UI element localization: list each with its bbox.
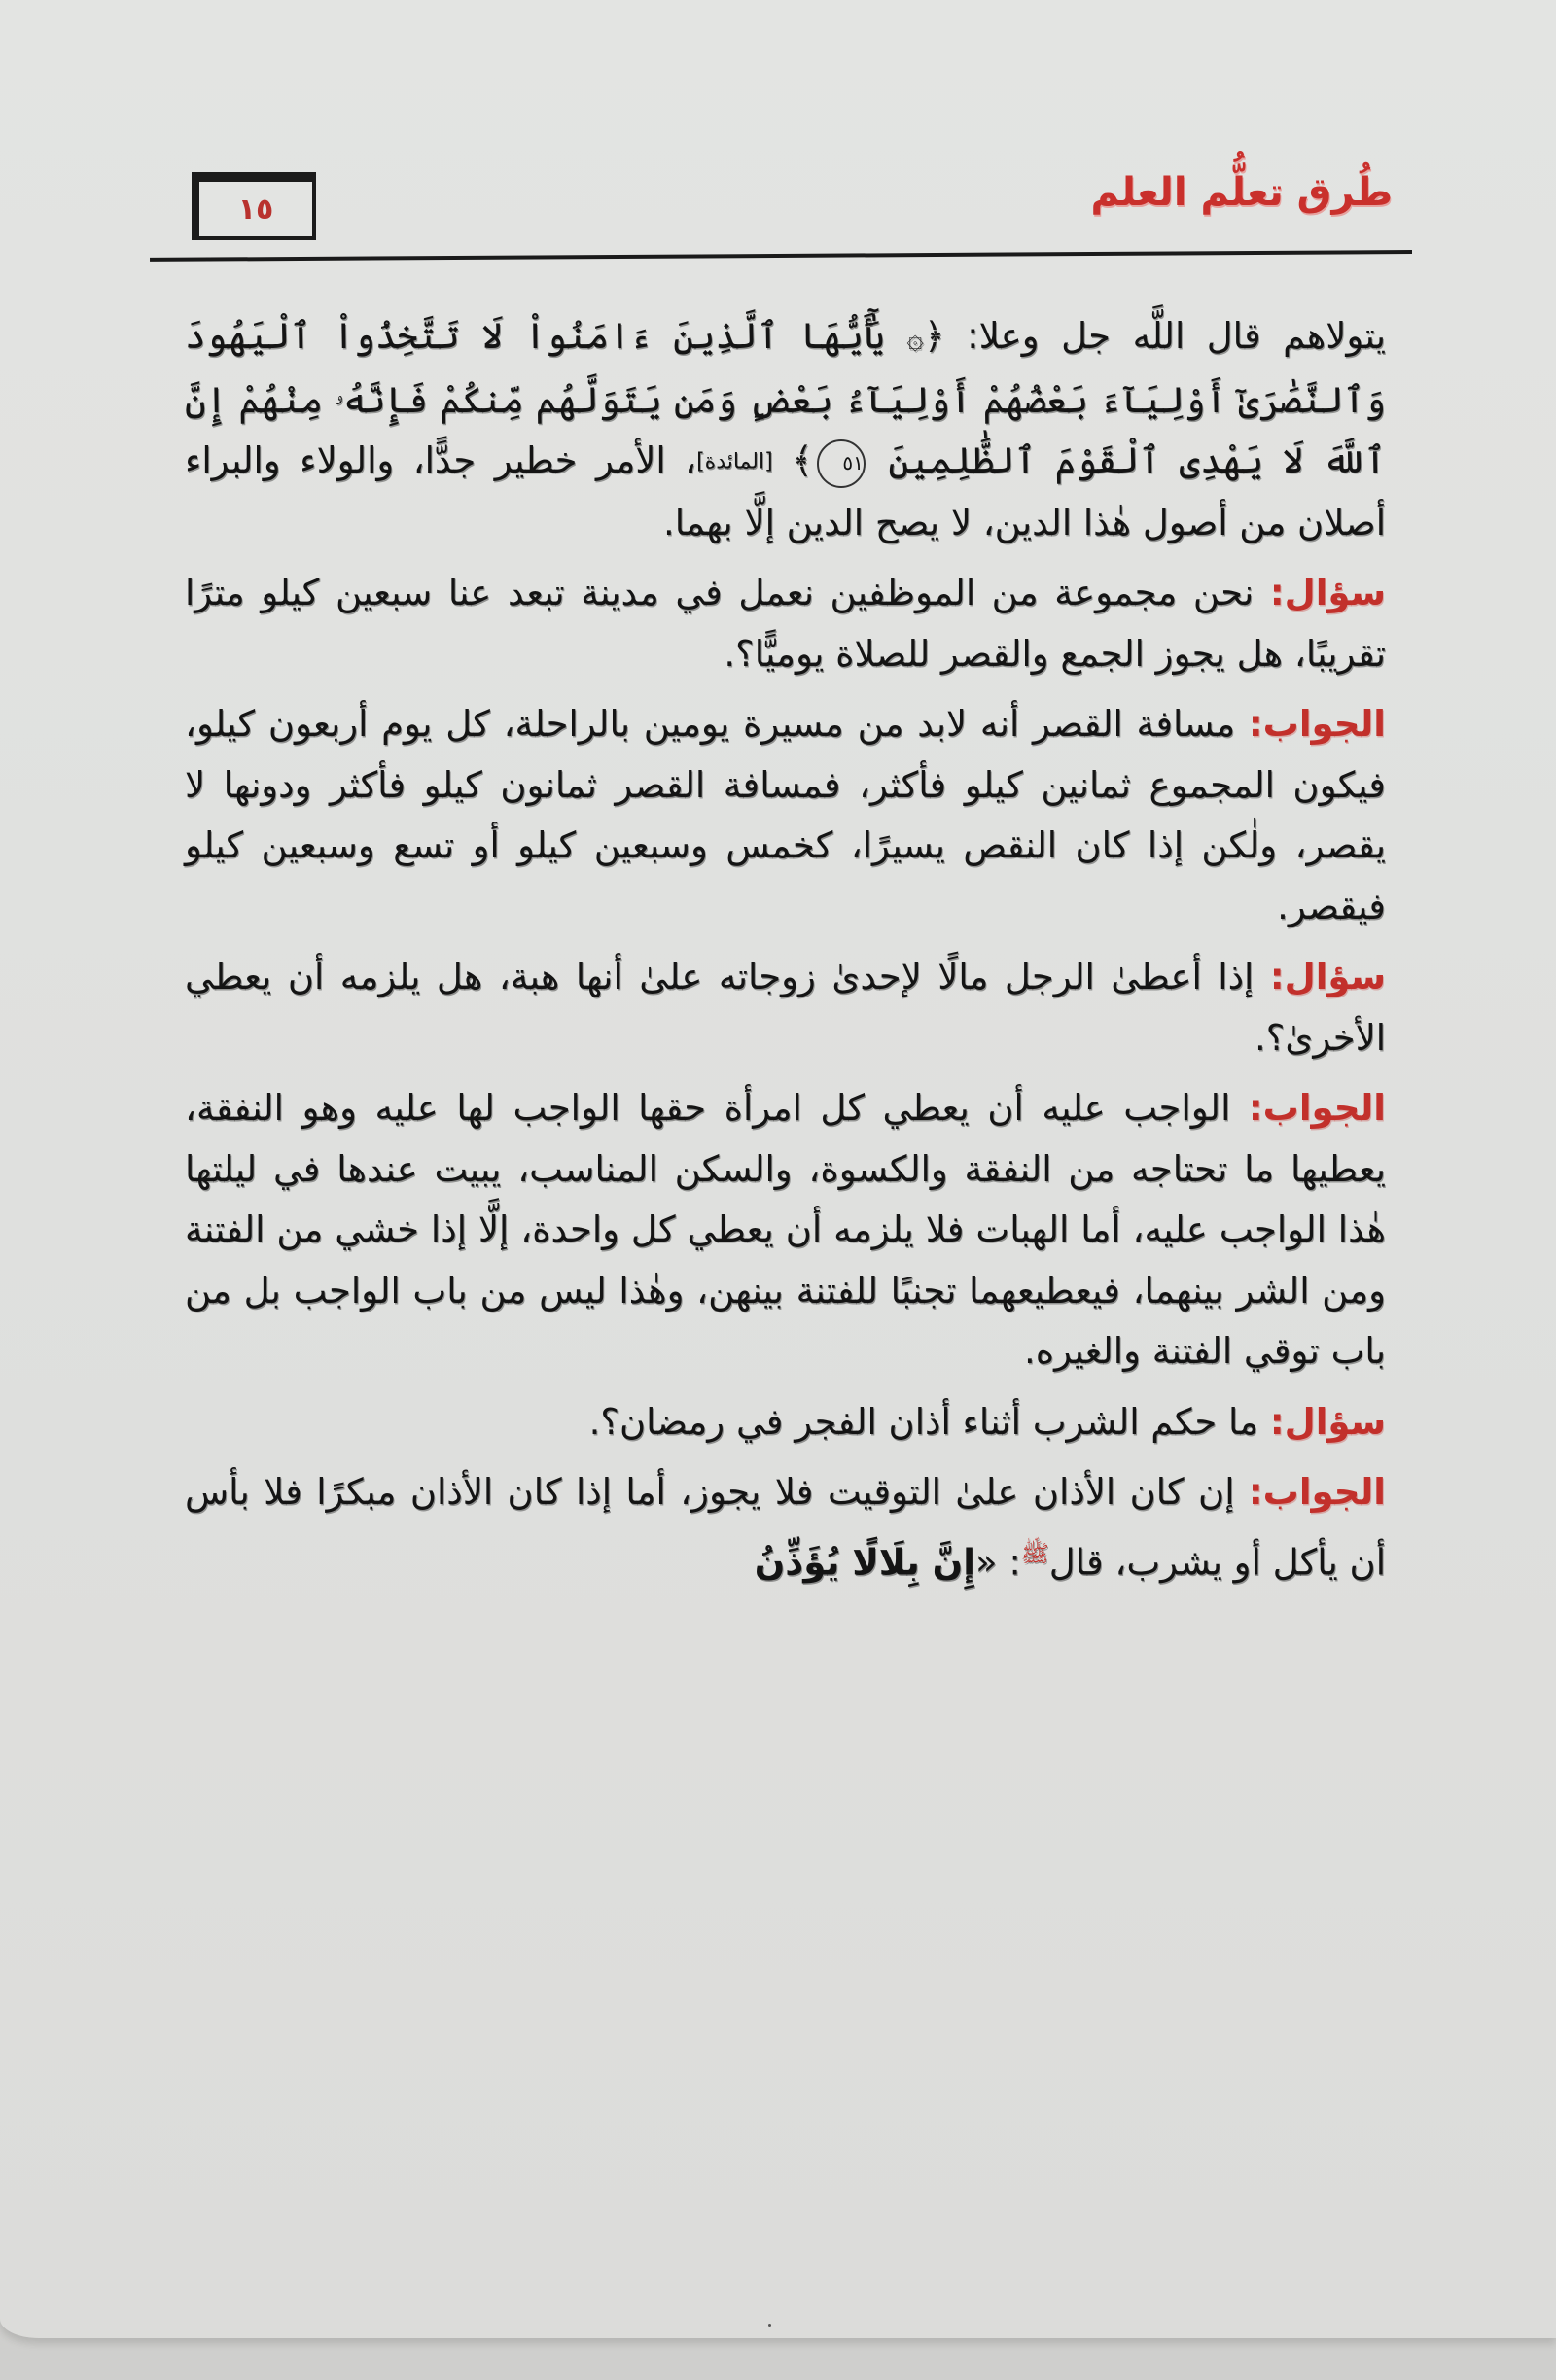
tail-text: ، الأمر خطير جدًّا، والولاء والبراء أصلان من أصول هٰذا الدين، لا يصح الدين إلَّا بهما.: [185, 439, 1386, 543]
rub-el-hizb-icon: ۞: [906, 322, 924, 356]
quran-open-bracket: ﴿: [923, 315, 945, 357]
answer-text: الواجب عليه أن يعطي كل امرأة حقها الواجب لها عليه وهو النفقة، يعطيها ما تحتاجه من النفقة والكسوة، والسكن المناسب، يبيت عندها في ليلتها هٰذا الواجب عليه، أما الهبات فلا يلزمه أن يعطي كل واحدة، إلَّا إذا خشي من الفتنة ومن الشر بينهما، فيعطيعهما تجنبًا للفتنة بينهن، وهٰذا ليس من باب الواجب بل من باب توقي الفتنة والغيره.: [185, 1087, 1386, 1373]
quran-close-bracket: ﴾: [792, 439, 813, 481]
answer-text: مسافة القصر أنه لابد من مسيرة يومين بالراحلة، كل يوم أربعون كيلو، فيكون المجموع ثمانين كيلو فأكثر، فمسافة القصر ثمانون كيلو فأكثر ودونها لا يقصر، ولٰكن إذا كان النقص يسيرًا، كخمس وسبعين كيلو أو تسع وسبعين كيلو فيقصر.: [185, 703, 1386, 928]
hadith-quote: إِنَّ بِلَالًا يُؤَذِّنُ: [754, 1541, 975, 1584]
answer-label: الجواب:: [1248, 1471, 1386, 1514]
answer-text-after: : «: [974, 1541, 1021, 1584]
answer-2: [185, 1078, 1386, 1382]
question-text: ما حكم الشرب أثناء أذان الفجر في رمضان؟.: [588, 1400, 1270, 1443]
answer-label: الجواب:: [1248, 1087, 1386, 1130]
surah-reference: [المائدة]: [696, 449, 773, 474]
paragraph-continuation: [185, 306, 1386, 553]
page-header: [148, 151, 1412, 262]
question-text: نحن مجموعة من الموظفين نعمل في مدينة تبعد عنا سبعين كيلو مترًا تقريبًا، هل يجوز الجمع والقصر للصلاة يوميًّا؟.: [185, 572, 1386, 675]
question-text: إذا أعطىٰ الرجل مالًا لإحدىٰ زوجاته علىٰ أنها هبة، هل يلزمه أن يعطي الأخرىٰ؟.: [185, 956, 1386, 1059]
question-2: [185, 947, 1386, 1068]
question-label: سؤال:: [1269, 1400, 1386, 1443]
paper-speck: [768, 2324, 771, 2327]
question-3: [185, 1392, 1386, 1453]
question-label: سؤال:: [1269, 572, 1386, 614]
book-title: طُرق تعلُّم العلم: [1090, 170, 1393, 215]
page-number: ١٥: [237, 192, 274, 227]
page-body: [185, 306, 1386, 1603]
question-label: سؤال:: [1269, 956, 1386, 998]
header-divider: [150, 250, 1412, 262]
page-number-box: [192, 172, 316, 240]
answer-3: [185, 1462, 1386, 1592]
question-1: [185, 563, 1386, 684]
salawat-icon: ﷺ: [1020, 1539, 1049, 1567]
answer-label: الجواب:: [1248, 703, 1386, 746]
lead-text: يتولاهم قال اللَّه جل وعلا:: [944, 315, 1386, 357]
answer-text: إن كان الأذان علىٰ التوقيت فلا يجوز، أما إذا كان الأذان مبكرًا فلا بأس أن يأكل أو يشرب، قال: [185, 1471, 1386, 1584]
quran-text: يَٰٓأَيُّهَا ٱلَّذِينَ ءَامَنُواْ لَا تَتَّخِذُواْ ٱلْيَهُودَ وَٱلنَّصَٰرَىٰٓ أَوْلِيَآءَ بَعْضُهُمْ أَوْلِيَآءُ بَعْضٍ وَمَن يَتَوَلَّهُم مِّنكُمْ فَإِنَّهُۥ مِنْهُمْ إِنَّ ٱللَّهَ لَا يَهْدِى ٱلْقَوْمَ ٱلظَّٰلِمِينَ: [185, 315, 1386, 481]
verse-number-marker: ٥١: [817, 439, 866, 488]
answer-1: [185, 694, 1386, 937]
